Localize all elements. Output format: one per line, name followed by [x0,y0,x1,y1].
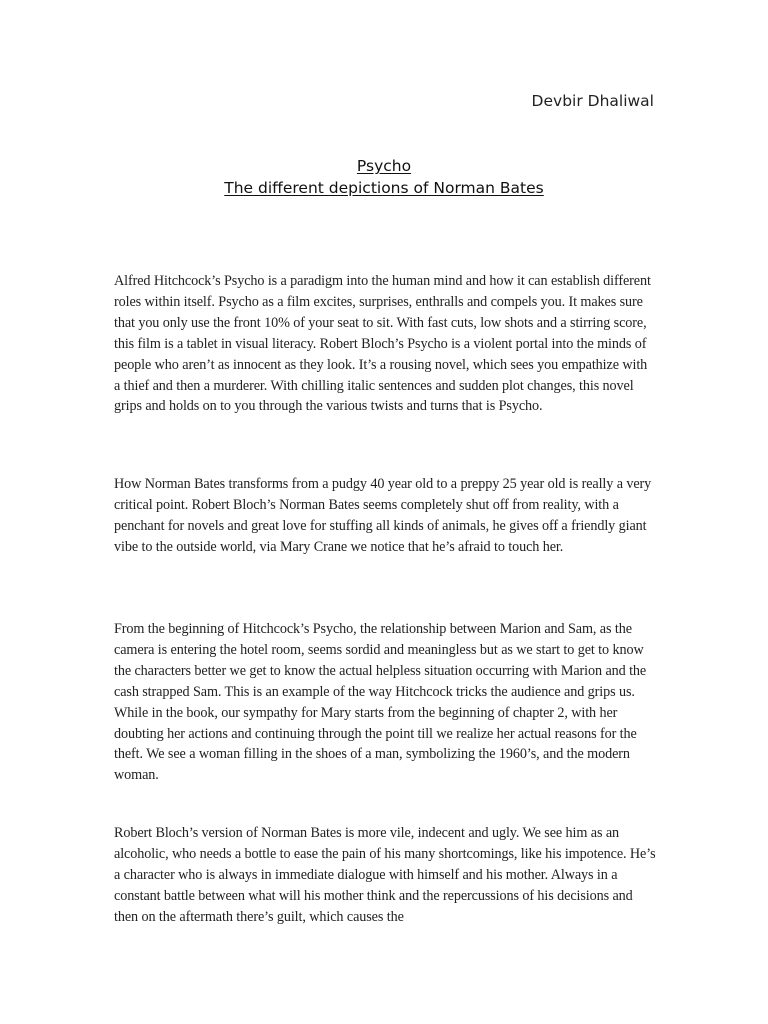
paragraph-3: From the beginning of Hitchcock’s Psycho, the relationship between Marion and Sam, as the camera is entering the hotel room, seems sordid and meaningless but as we start to get to know the characters better we get to know the actual helpless situation occurring with Marion and the cash strapped Sam. This is an example of the way Hitchcock tricks the audience and grips us. While in the book, our sympathy for Mary starts from the beginning of chapter 2, with her doubting her actions and continuing through the point till we realize her actual reasons for the theft. We see a woman filling in the shoes of a man, symbolizing the 1960’s, and the modern woman. [114,621,647,784]
paragraph-4: Robert Bloch’s version of Norman Bates is more vile, indecent and ugly. We see him as an alcoholic, who needs a bottle to ease the pain of his many shortcomings, like his impotence. He’s a character who is always in immediate dialogue with himself and his mother. Always in a constant battle between what will his mother think and the repercussions of his decisions and then on the aftermath there’s guilt, which causes the [114,825,656,925]
author-name: Devbir Dhaliwal [531,92,654,110]
title-block [0,155,768,199]
document-title: Psycho [356,157,412,175]
paragraph-1: Alfred Hitchcock’s Psycho is a paradigm into the human mind and how it can establish different roles within itself. Psycho as a film excites, surprises, enthralls and compels you. It makes sure that you only use the front 10% of your seat to sit. With fast cuts, low shots and a stirring score, this film is a tablet in visual literacy. Robert Bloch’s Psycho is a violent portal into the minds of people who aren’t as innocent as they look. It’s a rousing novel, which sees you empathize with a thief and then a murderer. With chilling italic sentences and sudden plot changes, this novel grips and holds on to you through the various twists and turns that is Psycho. [114,273,651,415]
paragraph-2: How Norman Bates transforms from a pudgy 40 year old to a preppy 25 year old is really a very critical point. Robert Bloch’s Norman Bates seems completely shut off from reality, with a penchant for novels and great love for stuffing all kinds of animals, he gives off a friendly giant vibe to the outside world, via Mary Crane we notice that he’s afraid to touch her. [114,476,652,555]
document-subtitle: The different depictions of Norman Bates [224,179,544,197]
